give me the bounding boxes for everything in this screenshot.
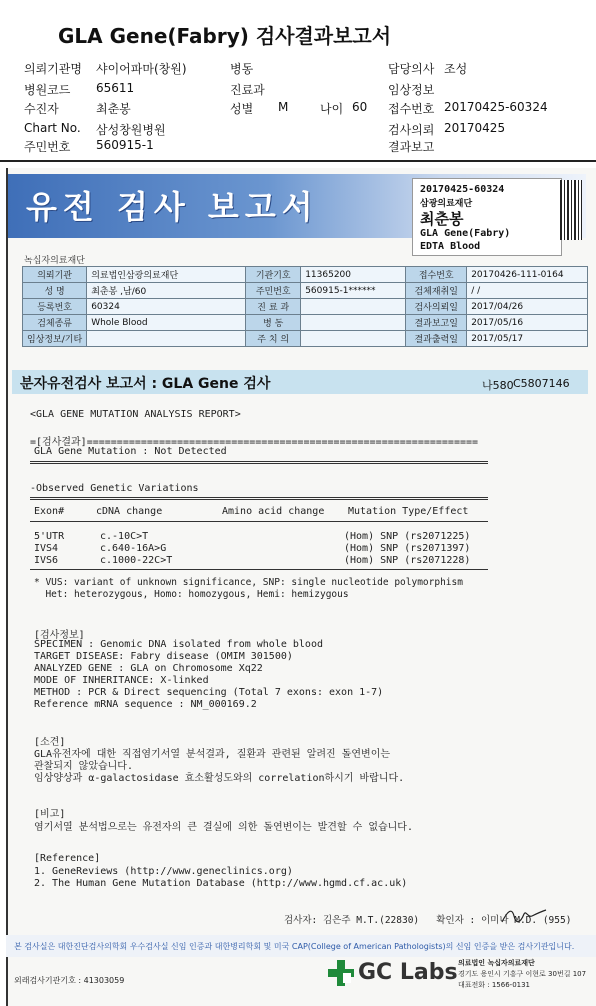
accession-label: 접수번호 [388,102,435,116]
resident-no-label: 주민번호 [24,140,71,154]
table-row [23,331,588,347]
chart-no-label: Chart No. [24,121,81,135]
table-cell: 560915-1****** [301,283,406,299]
variant-cdna: c.-10C>T [100,531,149,542]
table-cell: 검체종류 [23,315,87,331]
age-value: 60 [352,100,368,114]
footnote-2: Het: heterozygous, Homo: homozygous, Hemi: hemizygous [34,589,349,600]
analysis-header: <GLA GENE MUTATION ANALYSIS REPORT> [30,409,241,420]
info-line: SPECIMEN : Genomic DNA isolated from whole blood [34,639,323,650]
sex-value: M [278,100,289,114]
request-date-label: 검사의뢰 [388,123,435,137]
info-label: [검사정보] [34,630,85,641]
table-cell: 결과출력일 [406,331,467,347]
org-phone: 대표전화 : 1566-0131 [458,981,531,989]
table-cell [301,299,406,315]
table-cell: 검사의뢰일 [406,299,467,315]
col-effect: Mutation Type/Effect [348,506,469,517]
table-row [23,267,588,283]
col-amino: Amino acid change [222,506,325,517]
col-exon: Exon# [34,506,65,517]
table-row [23,299,588,315]
table-row [23,283,588,299]
table-cell: 검체재취일 [406,283,467,299]
client-label: 의뢰기관명 [24,62,82,76]
info-line: Reference mRNA sequence : NM_000169.2 [34,699,257,710]
request-date-value: 20170425 [444,121,506,135]
barcode [560,180,582,240]
observed-label: -Observed Genetic Variations [30,483,199,494]
age-label: 나이 [320,102,344,116]
result-label: =[검사결과]================================================================= [30,437,479,448]
reference-label: [Reference] [34,853,101,864]
chart-no-value: 삼성창원병원 [96,123,166,137]
info-line: METHOD : PCR & Direct sequencing (Total 7 exons: exon 1-7) [34,687,384,698]
hospital-code-label: 병원코드 [24,83,71,97]
variant-exon: IVS4 [34,543,59,554]
section-code-2: C5807146 [513,377,570,390]
opinion-line: 임상양상과 α-galactosidase 효소활성도와의 correlation하시기 바랍니다. [34,773,405,784]
divider [30,497,488,500]
org-address: 경기도 용인시 기흥구 이현로 30번길 107 [458,970,587,978]
department-label: 진료과 [230,83,265,97]
variant-effect: (Hom) SNP (rs2071397) [344,543,471,554]
table-cell: 주 치 의 [246,331,301,347]
report-title: GLA Gene(Fabry) 검사결과보고서 [58,24,392,48]
remark-text: 염기서열 분석법으로는 유전자의 큰 결실에 의한 돌연변이는 발견할 수 없습니다. [34,822,413,833]
variant-cdna: c.640-16A>G [100,543,167,554]
resident-no-value: 560915-1 [96,138,154,152]
table-cell [301,331,406,347]
table-cell [87,331,246,347]
table-cell: Whole Blood [87,315,246,331]
patient-label: 수진자 [24,102,59,116]
table-cell: 최춘봉 ,남/60 [87,283,246,299]
opinion-line: 관찰되지 않았습니다. [34,761,133,772]
variant-effect: (Hom) SNP (rs2071225) [344,531,471,542]
sticker-test: GLA Gene(Fabry) [420,228,511,239]
divider [30,521,488,522]
col-cdna: cDNA change [96,506,163,517]
variant-effect: (Hom) SNP (rs2071228) [344,555,471,566]
divider [30,461,488,464]
accession-value: 20170425-60324 [444,100,548,114]
signers: 검사자: 김은주 M.T.(22830) 확인자 : 이미나 M.D. (955) [284,915,572,926]
reference-item: 1. GeneReviews (http://www.geneclinics.org) [34,866,293,877]
banner-title: 유전 검사 보고서 [26,188,319,226]
lab-code: 외래검사기관기호 : 41303059 [14,976,125,985]
table-cell: 병 동 [246,315,301,331]
sex-label: 성별 [230,102,254,116]
table-cell: 주민번호 [246,283,301,299]
table-cell: 접수번호 [406,267,467,283]
table-cell: 2017/05/16 [467,315,588,331]
ward-label: 병동 [230,62,254,76]
table-cell: 의료법인삼광의료재단 [87,267,246,283]
table-cell: 11365200 [301,267,406,283]
info-line: TARGET DISEASE: Fabry disease (OMIM 301500) [34,651,293,662]
table-cell: 성 명 [23,283,87,299]
info-line: MODE OF INHERITANCE: X-linked [34,675,209,686]
sticker-specimen: EDTA Blood [420,241,481,252]
accreditation-note: 본 검사실은 대한진단검사의학회 우수검사실 신임 인증과 대한병리학회 및 미국 CAP(College of American Pathologists)의 신임 인증을 받은 검사기관입니다. [14,942,575,951]
patient-value: 최춘봉 [96,102,131,116]
footnote-1: * VUS: variant of unknown significance, SNP: single nucleotide polymorphism [34,577,463,588]
reference-item: 2. The Human Gene Mutation Database (http://www.hgmd.cf.ac.uk) [34,878,408,889]
gc-labs-logo: GC Labs [358,960,458,985]
remark-label: [비고] [34,809,66,820]
section-title: 분자유전검사 보고서 : GLA Gene 검사 [20,376,271,392]
table-row [23,315,588,331]
divider [30,569,488,570]
sticker-patient-name: 최춘봉 [420,210,464,228]
section-code-1: 나580 [482,379,514,392]
table-cell: 기관기호 [246,267,301,283]
result-text: GLA Gene Mutation : Not Detected [34,446,227,457]
sticker-lab: 삼광의료재단 [420,199,473,209]
table-cell: 진 료 과 [246,299,301,315]
table-cell: 등록번호 [23,299,87,315]
gc-logo-icon [327,958,355,988]
opinion-line: GLA유전자에 대한 직접염기서열 분석결과, 질환과 관련된 알려진 돌연변이는 [34,749,391,760]
table-cell: 2017/05/17 [467,331,588,347]
variant-exon: IVS6 [34,555,59,566]
org-small: 녹십자의료재단 [24,256,85,266]
variant-cdna: c.1000-22C>T [100,555,173,566]
table-cell: 2017/04/26 [467,299,588,315]
table-cell [301,315,406,331]
table-cell: 의뢰기관 [23,267,87,283]
sticker-accession: 20170425-60324 [420,184,505,195]
info-line: ANALYZED GENE : GLA on Chromosome Xq22 [34,663,263,674]
hospital-code-value: 65611 [96,81,135,95]
table-cell: 20170426-111-0164 [467,267,588,283]
table-cell: 결과보고일 [406,315,467,331]
patient-info-table [22,266,588,347]
report-date-label: 결과보고 [388,140,435,154]
variant-exon: 5'UTR [34,531,65,542]
opinion-label: [소견] [34,737,66,748]
org-name: 의료법인 녹십자의료재단 [458,959,535,967]
clinical-info-label: 임상정보 [388,83,435,97]
doctor-label: 담당의사 [388,62,435,76]
header-divider [0,160,596,162]
doctor-value: 조성 [444,62,468,76]
signature-icon [500,906,548,926]
table-cell: 임상정보/기타 [23,331,87,347]
table-cell: 60324 [87,299,246,315]
org-info [458,958,586,991]
table-cell: / / [467,283,588,299]
client-value: 샤이어파마(창원) [96,62,187,76]
